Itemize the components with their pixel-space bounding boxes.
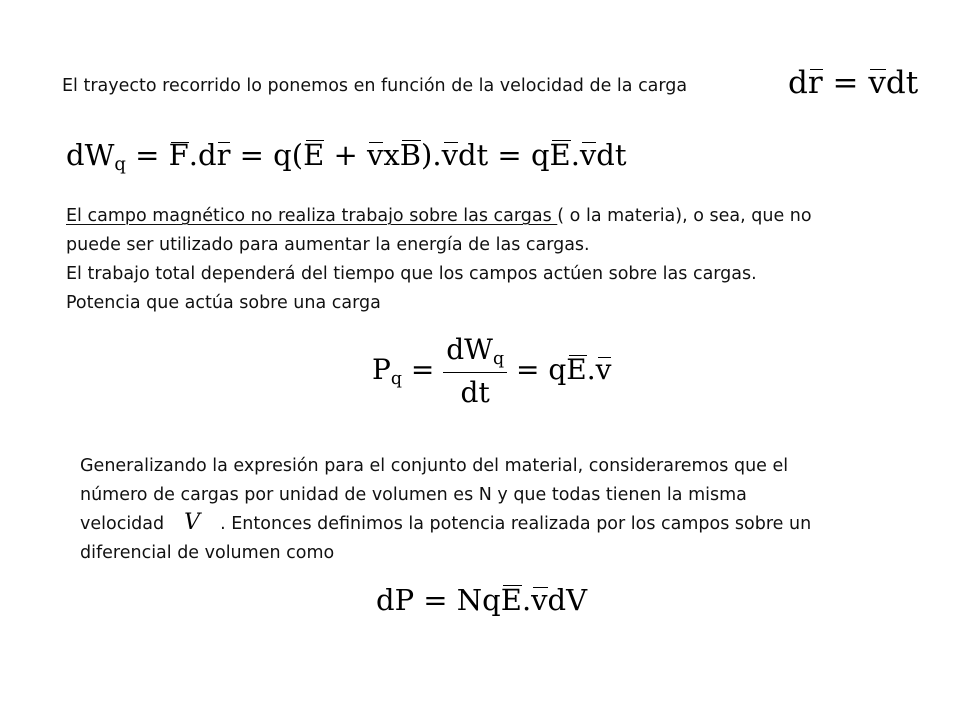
- intro-text: El trayecto recorrido lo ponemos en función de la velocidad de la carga: [62, 76, 688, 96]
- paragraph-general-line3: velocidad V . Entonces definimos la potencia realizada por los campos sobre un: [80, 510, 812, 535]
- equation-dr: dr = vdt: [788, 65, 919, 101]
- equation-dP: dP = NqE.vdV: [376, 583, 588, 617]
- underlined-statement: El campo magnético no realiza trabajo sobre las cargas: [66, 206, 558, 226]
- paragraph-general-line2: número de cargas por unidad de volumen es N y que todas tienen la misma: [80, 485, 747, 505]
- equation-work: $dW_q = F.dr = q(E + vxB).vdt = qE.vdt$: [66, 138, 627, 176]
- equation-power: $P_q$ = $\frac{dW_q}{dt}$ = qE.v: [372, 333, 612, 410]
- paragraph-magnetic-line1: El campo magnético no realiza trabajo sobre las cargas ( o la materia), o sea, que no: [66, 206, 812, 226]
- paragraph-total-work: El trabajo total dependerá del tiempo que los campos actúen sobre las cargas.: [66, 264, 757, 284]
- paragraph-magnetic-line2: puede ser utilizado para aumentar la energía de las cargas.: [66, 235, 590, 255]
- power-fraction: $\frac{dW_q}{dt}$: [443, 336, 507, 407]
- paragraph-power-label: Potencia que actúa sobre una carga: [66, 293, 381, 313]
- paragraph-general-line1: Generalizando la expresión para el conjunto del material, consideraremos que el: [80, 456, 789, 476]
- inline-velocity-symbol: V: [184, 510, 201, 535]
- paragraph-general-line4: diferencial de volumen como: [80, 543, 335, 563]
